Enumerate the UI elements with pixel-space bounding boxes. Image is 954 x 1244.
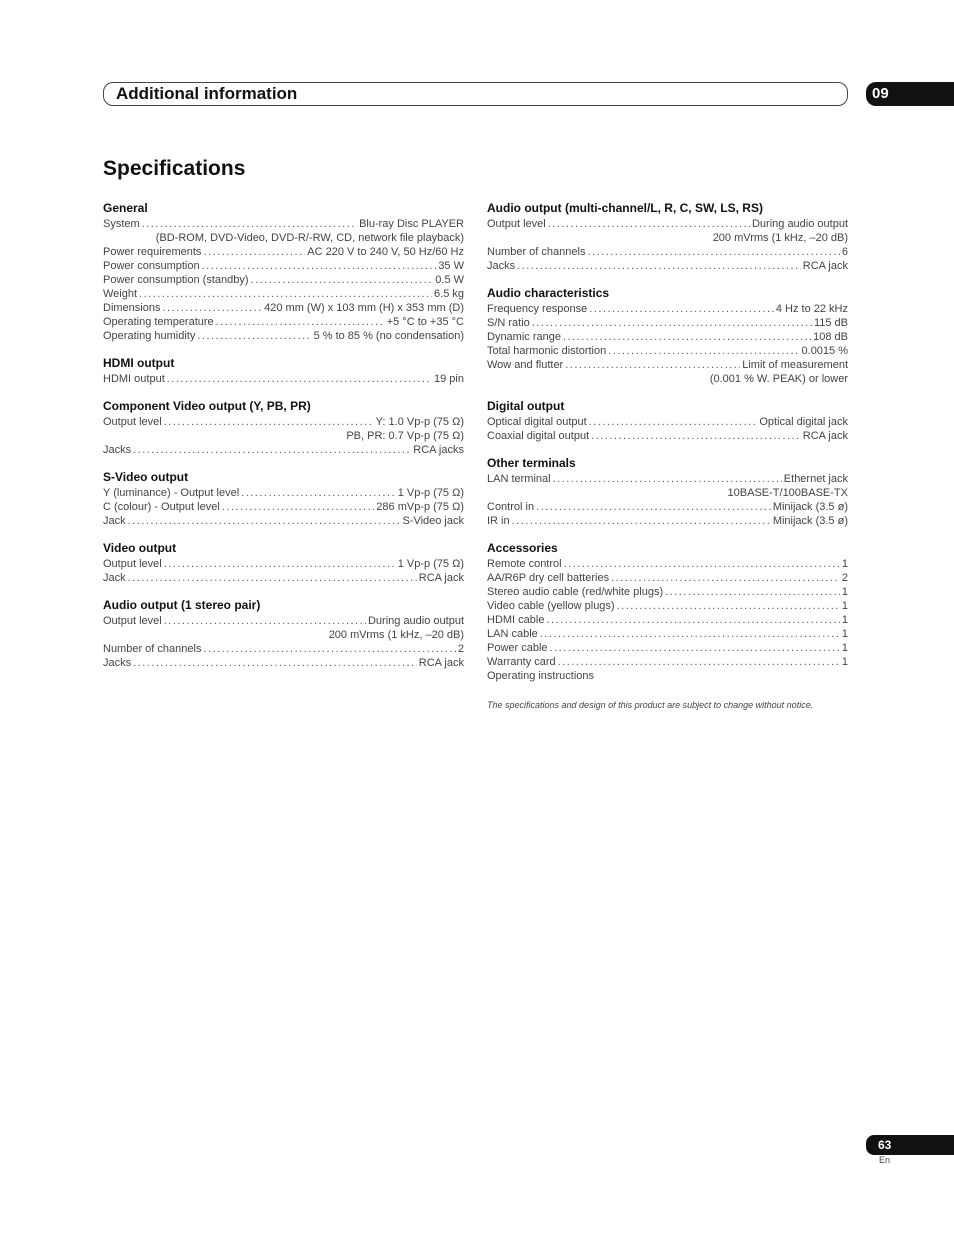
spec-row xyxy=(103,415,464,429)
spec-row xyxy=(487,358,848,372)
spec-row-value: During audio output xyxy=(751,218,848,230)
dot-leader xyxy=(617,599,840,613)
spec-row xyxy=(103,217,464,231)
spec-section-other-terminals xyxy=(487,456,848,528)
spec-row-value: S-Video jack xyxy=(402,515,464,527)
spec-row-value: RCA jack xyxy=(418,657,464,669)
dot-leader xyxy=(611,571,840,585)
dot-leader xyxy=(128,514,401,528)
spec-row-label: Jack xyxy=(103,572,126,584)
dot-leader xyxy=(591,429,801,443)
spec-row-label: Number of channels xyxy=(487,246,586,258)
spec-row-value: RCA jack xyxy=(802,260,848,272)
spec-row-value: 1 xyxy=(841,642,848,654)
spec-row-label: Power consumption (standby) xyxy=(103,274,249,286)
language-code: En xyxy=(879,1155,891,1165)
spec-row xyxy=(487,627,848,641)
spec-row-value: During audio output xyxy=(367,615,464,627)
spec-row-label: Output level xyxy=(487,218,546,230)
spec-section-title: HDMI output xyxy=(103,356,175,370)
dot-leader xyxy=(608,344,799,358)
spec-row xyxy=(487,302,848,316)
spec-section-audio-characteristics xyxy=(487,286,848,386)
spec-row-continuation: (0.001 % W. PEAK) or lower xyxy=(709,373,848,385)
spec-row xyxy=(103,372,464,386)
spec-section-hdmi-output xyxy=(103,356,464,386)
dot-leader xyxy=(133,656,417,670)
spec-row-value: 286 mVp-p (75 Ω) xyxy=(376,501,464,513)
dot-leader xyxy=(589,302,774,316)
section-header xyxy=(103,82,848,106)
spec-row xyxy=(103,656,464,670)
spec-section-video-output xyxy=(103,541,464,585)
spec-row-value: 35 W xyxy=(438,260,464,272)
change-notice: The specifications and design of this product are subject to change without notice. xyxy=(487,700,814,710)
dot-leader xyxy=(564,557,840,571)
spec-section-general xyxy=(103,201,464,343)
spec-section-title: Audio output (1 stereo pair) xyxy=(103,598,261,612)
spec-row-label: Jacks xyxy=(487,260,516,272)
spec-row-label: Operating temperature xyxy=(103,316,214,328)
dot-leader xyxy=(164,415,374,429)
dot-leader xyxy=(512,514,771,528)
spec-row xyxy=(103,500,464,514)
spec-row-label: LAN terminal xyxy=(487,473,551,485)
spec-row-label: Coaxial digital output xyxy=(487,430,590,442)
dot-leader xyxy=(197,329,311,343)
page-number: 63 xyxy=(866,1135,954,1155)
dot-leader xyxy=(216,315,385,329)
dot-leader xyxy=(536,500,771,514)
spec-section-title: Other terminals xyxy=(487,456,576,470)
spec-row xyxy=(103,287,464,301)
spec-row-value: RCA jacks xyxy=(413,444,464,456)
dot-leader xyxy=(563,330,811,344)
dot-leader xyxy=(550,641,840,655)
spec-row-value: 0.0015 % xyxy=(801,345,848,357)
spec-row-value: 1 xyxy=(841,600,848,612)
spec-row-label: S/N ratio xyxy=(487,317,530,329)
spec-row xyxy=(103,514,464,528)
spec-row xyxy=(487,585,848,599)
spec-row-label: Control in xyxy=(487,501,535,513)
spec-row-value: 5 % to 85 % (no condensation) xyxy=(313,330,464,342)
chapter-number-tab: 09 xyxy=(866,82,954,106)
spec-row xyxy=(103,315,464,329)
spec-row xyxy=(487,415,848,429)
spec-section-component-video-output-y-pb-pr xyxy=(103,399,464,457)
spec-row-label: C (colour) - Output level xyxy=(103,501,220,513)
spec-row-label: IR in xyxy=(487,515,510,527)
spec-row-label: Video cable (yellow plugs) xyxy=(487,600,615,612)
spec-row xyxy=(487,330,848,344)
spec-row-continuation: 200 mVrms (1 kHz, –20 dB) xyxy=(328,629,464,641)
spec-row-continuation: (BD-ROM, DVD-Video, DVD-R/-RW, CD, network file playback) xyxy=(155,232,464,244)
dot-leader xyxy=(665,585,840,599)
spec-row-label: Jack xyxy=(103,515,126,527)
spec-row xyxy=(103,642,464,656)
spec-row xyxy=(103,273,464,287)
spec-row-label: Frequency response xyxy=(487,303,588,315)
spec-row-label: Power cable xyxy=(487,642,548,654)
dot-leader xyxy=(517,259,801,273)
spec-row-label: Dynamic range xyxy=(487,331,561,343)
spec-row-label: Output level xyxy=(103,615,162,627)
spec-row xyxy=(487,259,848,273)
spec-section-title: Video output xyxy=(103,541,177,555)
spec-row xyxy=(487,613,848,627)
spec-row-value: 6.5 kg xyxy=(434,288,464,300)
spec-row-value: 1 xyxy=(841,628,848,640)
spec-section-title: Audio characteristics xyxy=(487,286,610,300)
spec-row-value: Limit of measurement xyxy=(742,359,848,371)
spec-row xyxy=(487,245,848,259)
dot-leader xyxy=(164,557,396,571)
spec-section-title: Digital output xyxy=(487,399,565,413)
spec-row xyxy=(487,557,848,571)
spec-section-title: General xyxy=(103,201,148,215)
dot-leader xyxy=(548,217,750,231)
spec-row xyxy=(103,245,464,259)
dot-leader xyxy=(133,443,411,457)
dot-leader xyxy=(540,627,840,641)
spec-row-label: Remote control xyxy=(487,558,562,570)
spec-row xyxy=(487,514,848,528)
spec-row xyxy=(103,486,464,500)
spec-row-label: Number of channels xyxy=(103,643,202,655)
spec-row-value: RCA jack xyxy=(802,430,848,442)
spec-column-right xyxy=(487,201,848,711)
dot-leader xyxy=(589,415,758,429)
spec-row-label: Y (luminance) - Output level xyxy=(103,487,240,499)
dot-leader xyxy=(553,472,782,486)
dot-leader xyxy=(203,642,455,656)
spec-row xyxy=(487,217,848,231)
spec-row-value: 19 pin xyxy=(434,373,464,385)
spec-row-value: RCA jack xyxy=(418,572,464,584)
dot-leader xyxy=(241,486,396,500)
spec-row-label: Total harmonic distortion xyxy=(487,345,607,357)
spec-row-value: 115 dB xyxy=(813,317,848,329)
section-header-title: Additional information xyxy=(116,84,298,103)
spec-row-label: Stereo audio cable (red/white plugs) xyxy=(487,586,664,598)
spec-section-title: Audio output (multi-channel/L, R, C, SW, LS, RS) xyxy=(487,201,763,215)
spec-section-audio-output-1-stereo-pair xyxy=(103,598,464,670)
spec-row-continuation: 200 mVrms (1 kHz, –20 dB) xyxy=(712,232,848,244)
spec-row-value: Ethernet jack xyxy=(783,473,848,485)
spec-row xyxy=(487,599,848,613)
spec-section-title: Accessories xyxy=(487,541,558,555)
spec-row xyxy=(487,472,848,486)
spec-row-value: 6 xyxy=(841,246,848,258)
dot-leader xyxy=(162,301,262,315)
spec-row-value: 1 xyxy=(841,586,848,598)
spec-row-continuation: PB, PR: 0.7 Vp-p (75 Ω) xyxy=(346,430,464,442)
spec-section-audio-output-multi-channel-l-r-c-sw-ls-rs xyxy=(487,201,848,273)
spec-row xyxy=(103,557,464,571)
spec-section-title: Component Video output (Y, PB, PR) xyxy=(103,399,311,413)
spec-row-value: 1 xyxy=(841,656,848,668)
spec-row xyxy=(487,655,848,669)
spec-row-label: HDMI cable xyxy=(487,614,545,626)
dot-leader xyxy=(142,217,357,231)
dot-leader xyxy=(558,655,840,669)
spec-section-s-video-output xyxy=(103,470,464,528)
spec-row-value: AC 220 V to 240 V, 50 Hz/60 Hz xyxy=(307,246,464,258)
spec-row-value: Blu-ray Disc PLAYER xyxy=(359,218,464,230)
spec-row-value: 4 Hz to 22 kHz xyxy=(775,303,848,315)
spec-row-value: 1 Vp-p (75 Ω) xyxy=(397,558,464,570)
dot-leader xyxy=(128,571,417,585)
spec-row xyxy=(487,316,848,330)
spec-row-label: Operating instructions xyxy=(487,670,594,682)
spec-row-value: Minijack (3.5 ø) xyxy=(772,501,848,513)
spec-row-label: LAN cable xyxy=(487,628,538,640)
dot-leader xyxy=(565,358,740,372)
spec-row-value: 0.5 W xyxy=(435,274,464,286)
spec-row-value: Optical digital jack xyxy=(759,416,848,428)
spec-row xyxy=(103,443,464,457)
spec-row-label: Wow and flutter xyxy=(487,359,564,371)
spec-column-left xyxy=(103,201,464,683)
spec-row-label: Operating humidity xyxy=(103,330,196,342)
spec-row-label: Weight xyxy=(103,288,138,300)
spec-row-label: Dimensions xyxy=(103,302,161,314)
spec-row-label: Jacks xyxy=(103,444,132,456)
spec-row-label: Power consumption xyxy=(103,260,200,272)
spec-row-value: 1 Vp-p (75 Ω) xyxy=(397,487,464,499)
spec-row xyxy=(487,344,848,358)
dot-leader xyxy=(546,613,839,627)
spec-row xyxy=(487,429,848,443)
dot-leader xyxy=(222,500,375,514)
spec-row-value: 1 xyxy=(841,558,848,570)
dot-leader xyxy=(139,287,432,301)
spec-row-value: Minijack (3.5 ø) xyxy=(772,515,848,527)
spec-row-label: Power requirements xyxy=(103,246,202,258)
dot-leader xyxy=(532,316,812,330)
spec-row-value: 420 mm (W) x 103 mm (H) x 353 mm (D) xyxy=(264,302,464,314)
dot-leader xyxy=(202,259,437,273)
spec-row-value: 2 xyxy=(841,572,848,584)
spec-row xyxy=(103,614,464,628)
spec-row-value: 108 dB xyxy=(813,331,848,343)
spec-row xyxy=(103,301,464,315)
dot-leader xyxy=(251,273,434,287)
spec-row-value: Y: 1.0 Vp-p (75 Ω) xyxy=(375,416,464,428)
spec-row-label: HDMI output xyxy=(103,373,165,385)
spec-row-label: Jacks xyxy=(103,657,132,669)
spec-section-digital-output xyxy=(487,399,848,443)
spec-row-label: AA/R6P dry cell batteries xyxy=(487,572,610,584)
spec-section-title: S-Video output xyxy=(103,470,189,484)
spec-section-accessories xyxy=(487,541,848,683)
spec-row-value: 2 xyxy=(457,643,464,655)
dot-leader xyxy=(164,614,366,628)
spec-row xyxy=(103,571,464,585)
spec-row xyxy=(103,259,464,273)
dot-leader xyxy=(203,245,305,259)
spec-row-value: +5 °C to +35 °C xyxy=(386,316,464,328)
spec-row-label: Output level xyxy=(103,416,162,428)
spec-row-label: Output level xyxy=(103,558,162,570)
spec-row xyxy=(103,329,464,343)
spec-row-value: 1 xyxy=(841,614,848,626)
spec-row-label: Optical digital output xyxy=(487,416,587,428)
spec-row xyxy=(487,571,848,585)
dot-leader xyxy=(587,245,839,259)
spec-row xyxy=(487,641,848,655)
page-title: Specifications xyxy=(103,157,246,180)
spec-row-label: System xyxy=(103,218,140,230)
spec-row-label: Warranty card xyxy=(487,656,556,668)
spec-row-continuation: 10BASE-T/100BASE-TX xyxy=(727,487,848,499)
spec-row xyxy=(487,500,848,514)
dot-leader xyxy=(167,372,432,386)
